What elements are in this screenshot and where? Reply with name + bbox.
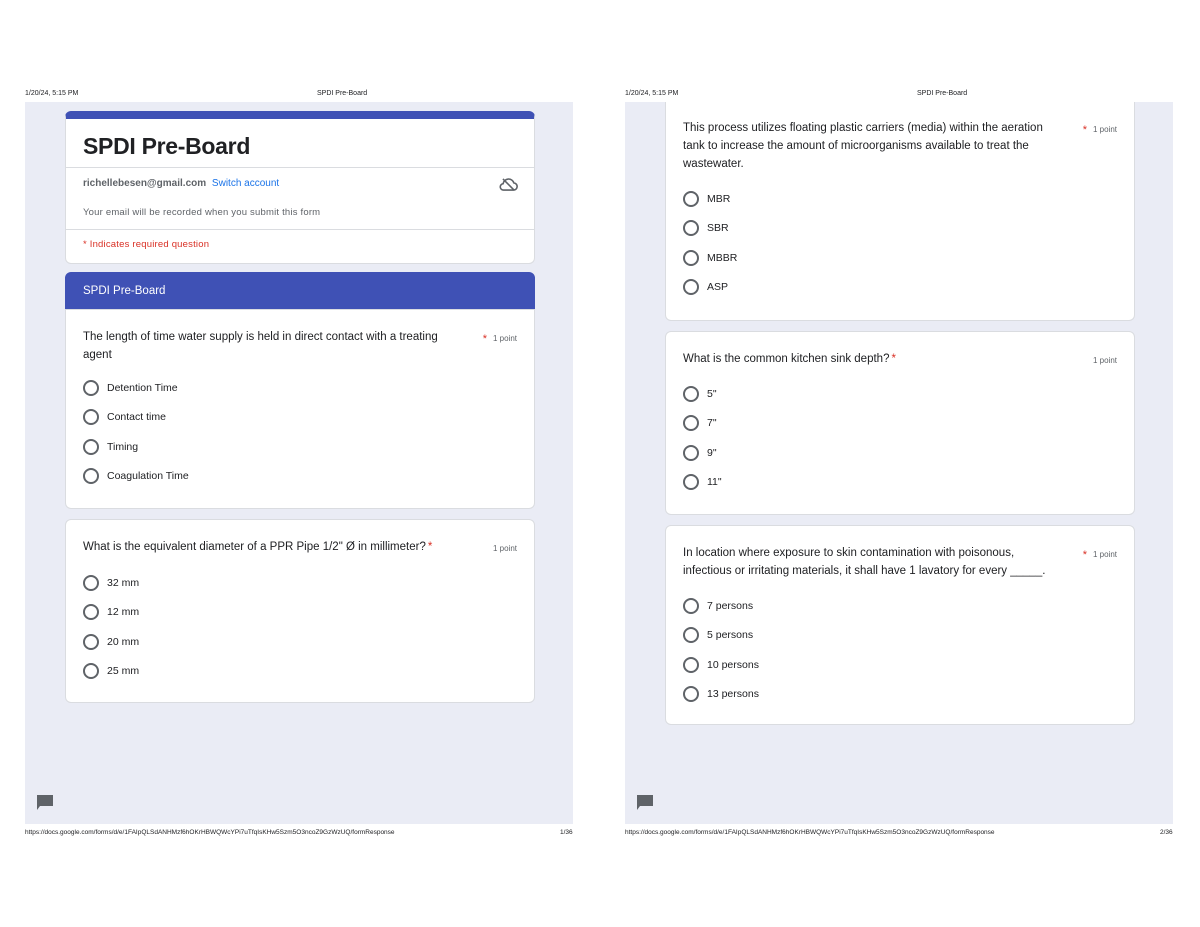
- option[interactable]: 20 mm: [83, 633, 139, 651]
- radio-unchecked-icon[interactable]: [83, 575, 99, 591]
- radio-unchecked-icon[interactable]: [683, 220, 699, 236]
- option[interactable]: Timing: [83, 438, 138, 456]
- section-title: SPDI Pre-Board: [83, 285, 166, 297]
- option[interactable]: ASP: [683, 278, 728, 296]
- cloud-off-icon: [499, 177, 518, 192]
- option[interactable]: 11": [683, 473, 722, 491]
- option[interactable]: SBR: [683, 219, 729, 237]
- option[interactable]: 7 persons: [683, 597, 753, 615]
- question-card: [665, 525, 1135, 725]
- option[interactable]: 12 mm: [83, 603, 139, 621]
- required-note: * Indicates required question: [83, 239, 210, 250]
- question-points: * 1 point: [482, 333, 517, 345]
- divider: [66, 167, 534, 168]
- radio-unchecked-icon[interactable]: [83, 409, 99, 425]
- question-card: [665, 331, 1135, 515]
- radio-unchecked-icon[interactable]: [683, 386, 699, 402]
- radio-unchecked-icon[interactable]: [683, 445, 699, 461]
- radio-unchecked-icon[interactable]: [683, 474, 699, 490]
- option[interactable]: Contact time: [83, 408, 166, 426]
- question-points: * 1 point: [1082, 549, 1117, 561]
- question-text: This process utilizes floating plastic carriers (media) within the aeration tank to increase the amount of microorganisms available to treat the wastewater.: [683, 122, 1043, 170]
- option[interactable]: 9": [683, 444, 717, 462]
- question-card: [665, 102, 1135, 321]
- question-points: 1 point: [1092, 356, 1117, 365]
- print-footer-page: 1/36: [560, 829, 573, 836]
- question-card: [65, 309, 535, 509]
- option[interactable]: 32 mm: [83, 574, 139, 592]
- option[interactable]: 25 mm: [83, 662, 139, 680]
- radio-unchecked-icon[interactable]: [683, 598, 699, 614]
- radio-unchecked-icon[interactable]: [83, 439, 99, 455]
- question-points: * 1 point: [1082, 124, 1117, 136]
- radio-unchecked-icon[interactable]: [683, 250, 699, 266]
- account-line: [83, 178, 279, 189]
- switch-account-link[interactable]: Switch account: [211, 178, 280, 189]
- feedback-icon[interactable]: [37, 795, 53, 810]
- print-header-title: SPDI Pre-Board: [317, 90, 368, 97]
- section-header: [65, 272, 535, 310]
- form-header-card: [65, 111, 535, 264]
- option[interactable]: 5": [683, 385, 717, 403]
- option[interactable]: 7": [683, 414, 717, 432]
- print-footer-url: https://docs.google.com/forms/d/e/1FAIpQLSdANHMzf6hOKrHBWQWcYPi7uTfqIsKHw5Szm5O3ncoZ9GzWzUQ/formResponse: [25, 829, 395, 836]
- feedback-icon[interactable]: [637, 795, 653, 810]
- option[interactable]: MBR: [683, 190, 730, 208]
- option[interactable]: 5 persons: [683, 626, 753, 644]
- radio-unchecked-icon[interactable]: [683, 415, 699, 431]
- print-header-date: 1/20/24, 5:15 PM: [625, 90, 679, 97]
- option[interactable]: 13 persons: [683, 685, 759, 703]
- question-text: What is the common kitchen sink depth? *: [683, 353, 896, 365]
- option[interactable]: Coagulation Time: [83, 467, 189, 485]
- page-2: [600, 0, 1200, 927]
- question-text: What is the equivalent diameter of a PPR Pipe 1/2" Ø in millimeter? *: [83, 541, 433, 553]
- form-canvas: [25, 102, 573, 824]
- question-card: [65, 519, 535, 703]
- question-text: In location where exposure to skin contamination with poisonous, infectious or irritating materials, it shall have 1 lavatory for every _____.: [683, 547, 1046, 577]
- radio-unchecked-icon[interactable]: [683, 279, 699, 295]
- divider: [66, 229, 534, 230]
- print-footer-page: 2/36: [1160, 829, 1173, 836]
- print-header-title: SPDI Pre-Board: [917, 90, 968, 97]
- account-email: richellebesen@gmail.com: [83, 178, 207, 189]
- question-text: The length of time water supply is held in direct contact with a treating agent: [83, 331, 438, 361]
- radio-unchecked-icon[interactable]: [83, 380, 99, 396]
- option[interactable]: MBBR: [683, 249, 737, 267]
- print-footer-url: https://docs.google.com/forms/d/e/1FAIpQLSdANHMzf6hOKrHBWQWcYPi7uTfqIsKHw5Szm5O3ncoZ9GzWzUQ/formResponse: [625, 829, 995, 836]
- radio-unchecked-icon[interactable]: [83, 663, 99, 679]
- form-canvas: [625, 102, 1173, 824]
- question-points: 1 point: [492, 544, 517, 553]
- radio-unchecked-icon[interactable]: [683, 191, 699, 207]
- form-title: SPDI Pre-Board: [83, 133, 251, 159]
- radio-unchecked-icon[interactable]: [683, 657, 699, 673]
- option[interactable]: Detention Time: [83, 379, 178, 397]
- option[interactable]: 10 persons: [683, 656, 759, 674]
- radio-unchecked-icon[interactable]: [683, 627, 699, 643]
- radio-unchecked-icon[interactable]: [83, 604, 99, 620]
- radio-unchecked-icon[interactable]: [683, 686, 699, 702]
- print-header-date: 1/20/24, 5:15 PM: [25, 90, 79, 97]
- email-record-note: Your email will be recorded when you submit this form: [83, 207, 321, 218]
- radio-unchecked-icon[interactable]: [83, 468, 99, 484]
- radio-unchecked-icon[interactable]: [83, 634, 99, 650]
